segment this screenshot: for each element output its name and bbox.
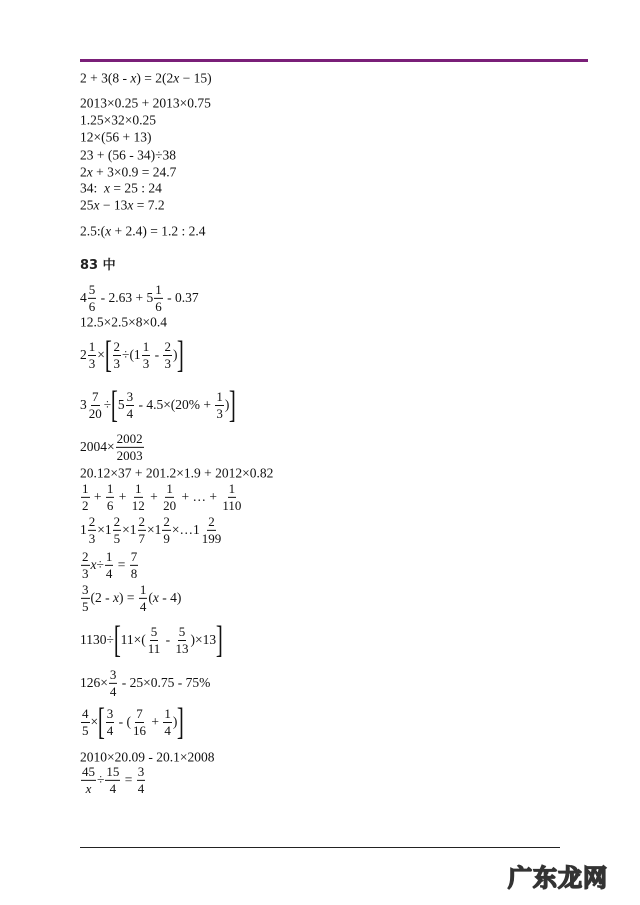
math-expression xyxy=(80,432,145,462)
denominator: 5 xyxy=(82,598,89,614)
fraction xyxy=(201,515,223,545)
numerator: 3 xyxy=(82,581,89,597)
expression-text: = xyxy=(121,772,136,788)
math-expression xyxy=(80,315,167,329)
fraction xyxy=(81,765,96,795)
fraction xyxy=(81,550,90,580)
math-expression xyxy=(80,765,146,795)
denominator: 110 xyxy=(222,497,242,513)
fraction xyxy=(105,550,114,580)
expression-text: 1130÷ xyxy=(80,632,114,648)
fraction xyxy=(113,340,122,370)
expression-text: ) = xyxy=(119,590,138,606)
expression-text: 23 + (56 - 34)÷38 xyxy=(80,147,177,163)
variable: x xyxy=(152,590,159,606)
fraction xyxy=(88,283,97,313)
numerator: 7 xyxy=(130,548,138,564)
denominator: 2 xyxy=(82,497,89,513)
expression-text: - xyxy=(151,347,163,363)
fraction xyxy=(139,583,148,613)
expression-text: ×1 xyxy=(147,522,162,538)
fraction xyxy=(142,340,151,370)
numerator: 2 xyxy=(208,513,215,529)
watermark-logo: 广东龙网 xyxy=(508,864,608,892)
fraction xyxy=(81,583,90,613)
expression-text: × xyxy=(90,714,99,730)
numerator: 4 xyxy=(82,705,89,721)
denominator: 6 xyxy=(106,497,114,513)
denominator: x xyxy=(85,780,92,796)
math-expression xyxy=(80,165,176,179)
expression-text: 2 xyxy=(80,164,87,180)
denominator: 16 xyxy=(133,722,147,738)
expression-text: 4 xyxy=(80,290,87,306)
numerator: 3 xyxy=(137,763,145,779)
denominator: 3 xyxy=(142,355,150,371)
expression-text: = 25 : 24 xyxy=(110,180,162,196)
fraction xyxy=(131,482,146,512)
expression-text: + xyxy=(115,489,130,505)
square-bracket: [ xyxy=(104,334,112,376)
math-expression xyxy=(80,336,184,374)
numerator: 3 xyxy=(126,388,134,404)
variable: x xyxy=(93,197,100,213)
fraction xyxy=(162,515,171,545)
denominator: 4 xyxy=(139,598,147,614)
square-bracket: ] xyxy=(215,619,223,661)
fraction xyxy=(132,707,147,737)
math-expression xyxy=(80,113,156,127)
numerator: 1 xyxy=(135,480,142,496)
expression-text: 1.25×32×0.25 xyxy=(80,112,156,128)
numerator: 1 xyxy=(166,480,173,496)
expression-text: 12.5×2.5×8×0.4 xyxy=(80,314,167,330)
expression-text: - 2.63 + 5 xyxy=(97,290,154,306)
variable: x xyxy=(90,557,97,573)
denominator: 5 xyxy=(113,530,121,546)
denominator: 3 xyxy=(113,355,121,371)
expression-text: ) xyxy=(224,397,230,413)
math-expression xyxy=(80,515,223,545)
expression-text: = xyxy=(114,557,129,573)
denominator: 3 xyxy=(88,355,96,371)
math-expression xyxy=(80,668,210,698)
fraction xyxy=(138,515,147,545)
numerator: 1 xyxy=(105,548,113,564)
expression-text: 34: xyxy=(80,180,105,196)
expression-text: 2010×20.09 - 20.1×2008 xyxy=(80,749,215,765)
expression-text: )×13 xyxy=(190,632,217,648)
expression-text: ) = 2(2 xyxy=(136,70,174,86)
expression-text: 11×( xyxy=(120,632,146,648)
numerator: 1 xyxy=(139,581,147,597)
numerator: 2 xyxy=(164,338,171,354)
fraction xyxy=(163,707,172,737)
denominator: 4 xyxy=(109,780,117,796)
expression-text: + 3×0.9 = 24.7 xyxy=(92,164,177,180)
denominator: 4 xyxy=(164,722,171,738)
fraction xyxy=(113,515,122,545)
expression-text: ×…1 xyxy=(171,522,200,538)
expression-text: − 15) xyxy=(179,70,212,86)
math-expression xyxy=(80,181,162,195)
math-expression xyxy=(80,130,151,144)
expression-text: 20.12×37 + 201.2×1.9 + 2012×0.82 xyxy=(80,465,274,481)
square-bracket: [ xyxy=(97,701,105,743)
denominator: 4 xyxy=(109,683,117,699)
numerator: 1 xyxy=(216,388,223,404)
expression-text: - ( xyxy=(115,714,132,730)
variable: x xyxy=(86,164,93,180)
expression-text: 2.5:( xyxy=(80,223,106,239)
numerator: 5 xyxy=(88,281,96,297)
fraction xyxy=(109,668,118,698)
numerator: 2002 xyxy=(116,430,143,446)
fraction xyxy=(137,765,146,795)
fraction xyxy=(147,625,162,655)
math-expression xyxy=(80,550,139,580)
denominator: 3 xyxy=(82,565,89,581)
denominator: 199 xyxy=(201,530,222,546)
fraction xyxy=(106,482,115,512)
numerator: 2 xyxy=(82,548,89,564)
expression-text: = 7.2 xyxy=(133,197,165,213)
variable: x xyxy=(105,223,112,239)
expression-text: - 25×0.75 - 75% xyxy=(118,675,211,691)
numerator: 7 xyxy=(136,705,143,721)
variable: x xyxy=(104,180,111,196)
bottom-divider xyxy=(80,847,560,848)
math-expression xyxy=(80,386,236,424)
expression-text: ÷ xyxy=(96,557,104,573)
numerator: 1 xyxy=(82,480,89,496)
expression-text: ÷(1 xyxy=(122,347,141,363)
math-expression xyxy=(80,198,165,212)
variable: x xyxy=(113,590,119,606)
expression-text: - 4) xyxy=(158,590,182,606)
denominator: 4 xyxy=(106,722,114,738)
numerator: 2 xyxy=(88,513,96,529)
expression-text: 2 xyxy=(80,347,87,363)
numerator: 1 xyxy=(228,480,236,496)
numerator: 5 xyxy=(178,623,186,639)
top-divider xyxy=(80,59,588,62)
expression-text: (2 - xyxy=(90,590,113,606)
expression-text: - 4.5×(20% + xyxy=(135,397,215,413)
denominator: 8 xyxy=(130,565,138,581)
expression-text: ÷ xyxy=(103,397,112,413)
fraction xyxy=(81,707,90,737)
math-expression xyxy=(80,283,199,313)
fraction xyxy=(88,515,97,545)
expression-text: 3 xyxy=(80,397,87,413)
expression-text: + xyxy=(146,489,162,505)
math-expression xyxy=(80,71,212,85)
expression-text: + xyxy=(90,489,105,505)
numerator: 1 xyxy=(164,705,171,721)
denominator: 6 xyxy=(155,298,162,314)
square-bracket: ] xyxy=(229,384,237,426)
expression-text: 126× xyxy=(80,675,108,691)
denominator: 20 xyxy=(163,497,177,513)
expression-text: ×1 xyxy=(122,522,137,538)
expression-text: + 2.4) = 1.2 : 2.4 xyxy=(111,223,206,239)
numerator: 1 xyxy=(142,338,150,354)
square-bracket: ] xyxy=(177,701,185,743)
expression-text: − 13 xyxy=(99,197,128,213)
numerator: 3 xyxy=(109,666,117,682)
fraction xyxy=(162,482,177,512)
denominator: 13 xyxy=(175,640,189,656)
numerator: 1 xyxy=(155,281,162,297)
expression-text: 12×(56 + 13) xyxy=(80,129,152,145)
expression-text: 5 xyxy=(117,397,125,413)
denominator: 4 xyxy=(137,780,145,796)
fraction xyxy=(154,283,163,313)
expression-text: × xyxy=(97,347,105,363)
denominator: 5 xyxy=(82,722,89,738)
expression-text: + xyxy=(148,714,163,730)
fraction xyxy=(221,482,242,512)
numerator: 5 xyxy=(150,623,158,639)
denominator: 3 xyxy=(216,405,223,421)
denominator: 12 xyxy=(131,497,145,513)
numerator: 2 xyxy=(113,338,121,354)
variable: x xyxy=(130,70,137,86)
math-expression xyxy=(80,466,273,480)
denominator: 4 xyxy=(105,565,113,581)
fraction xyxy=(126,390,135,420)
denominator: 2003 xyxy=(116,447,143,463)
math-expression xyxy=(80,750,214,764)
numerator: 2 xyxy=(113,513,121,529)
expression-text: ( xyxy=(148,590,153,606)
fraction xyxy=(130,550,139,580)
expression-text: ) xyxy=(172,714,178,730)
numerator: 1 xyxy=(106,480,114,496)
expression-text: - 0.37 xyxy=(163,290,199,306)
section-heading: 83 中 xyxy=(80,258,116,273)
denominator: 11 xyxy=(147,640,161,656)
fraction xyxy=(88,390,103,420)
expression-text: 25 xyxy=(80,197,94,213)
expression-text: 1 xyxy=(80,522,87,538)
numerator: 15 xyxy=(106,763,120,779)
expression-text: - xyxy=(162,632,174,648)
numerator: 45 xyxy=(82,763,95,779)
math-expression xyxy=(80,224,205,238)
expression-text: + … + xyxy=(178,489,221,505)
expression-text: 2 + 3(8 - xyxy=(80,70,131,86)
math-expression xyxy=(80,96,211,110)
denominator: 20 xyxy=(88,405,102,421)
denominator: 3 xyxy=(88,530,96,546)
expression-text: ÷ xyxy=(97,772,105,788)
expression-text: 2013×0.25 + 2013×0.75 xyxy=(80,95,211,111)
fraction xyxy=(215,390,224,420)
expression-text: 2004× xyxy=(80,439,115,455)
fraction xyxy=(174,625,189,655)
math-expression xyxy=(80,583,181,613)
fraction xyxy=(163,340,172,370)
variable: x xyxy=(173,70,180,86)
fraction xyxy=(106,707,115,737)
fraction xyxy=(105,765,120,795)
numerator: 7 xyxy=(92,388,99,404)
expression-text: ) xyxy=(172,347,178,363)
denominator: 3 xyxy=(164,355,171,371)
math-expression xyxy=(80,482,243,512)
math-expression xyxy=(80,148,176,162)
denominator: 7 xyxy=(138,530,145,546)
numerator: 2 xyxy=(163,513,170,529)
square-bracket: [ xyxy=(111,384,118,426)
numerator: 1 xyxy=(88,338,96,354)
square-bracket: [ xyxy=(113,619,121,661)
square-bracket: ] xyxy=(177,334,185,376)
numerator: 2 xyxy=(138,513,145,529)
math-expression xyxy=(80,703,184,741)
fraction xyxy=(81,482,90,512)
variable: x xyxy=(127,197,134,213)
math-expression xyxy=(80,621,223,659)
denominator: 9 xyxy=(163,530,170,546)
fraction xyxy=(116,432,144,462)
numerator: 3 xyxy=(106,705,114,721)
denominator: 6 xyxy=(88,298,96,314)
fraction xyxy=(88,340,97,370)
denominator: 4 xyxy=(126,405,134,421)
expression-text: ×1 xyxy=(97,522,112,538)
